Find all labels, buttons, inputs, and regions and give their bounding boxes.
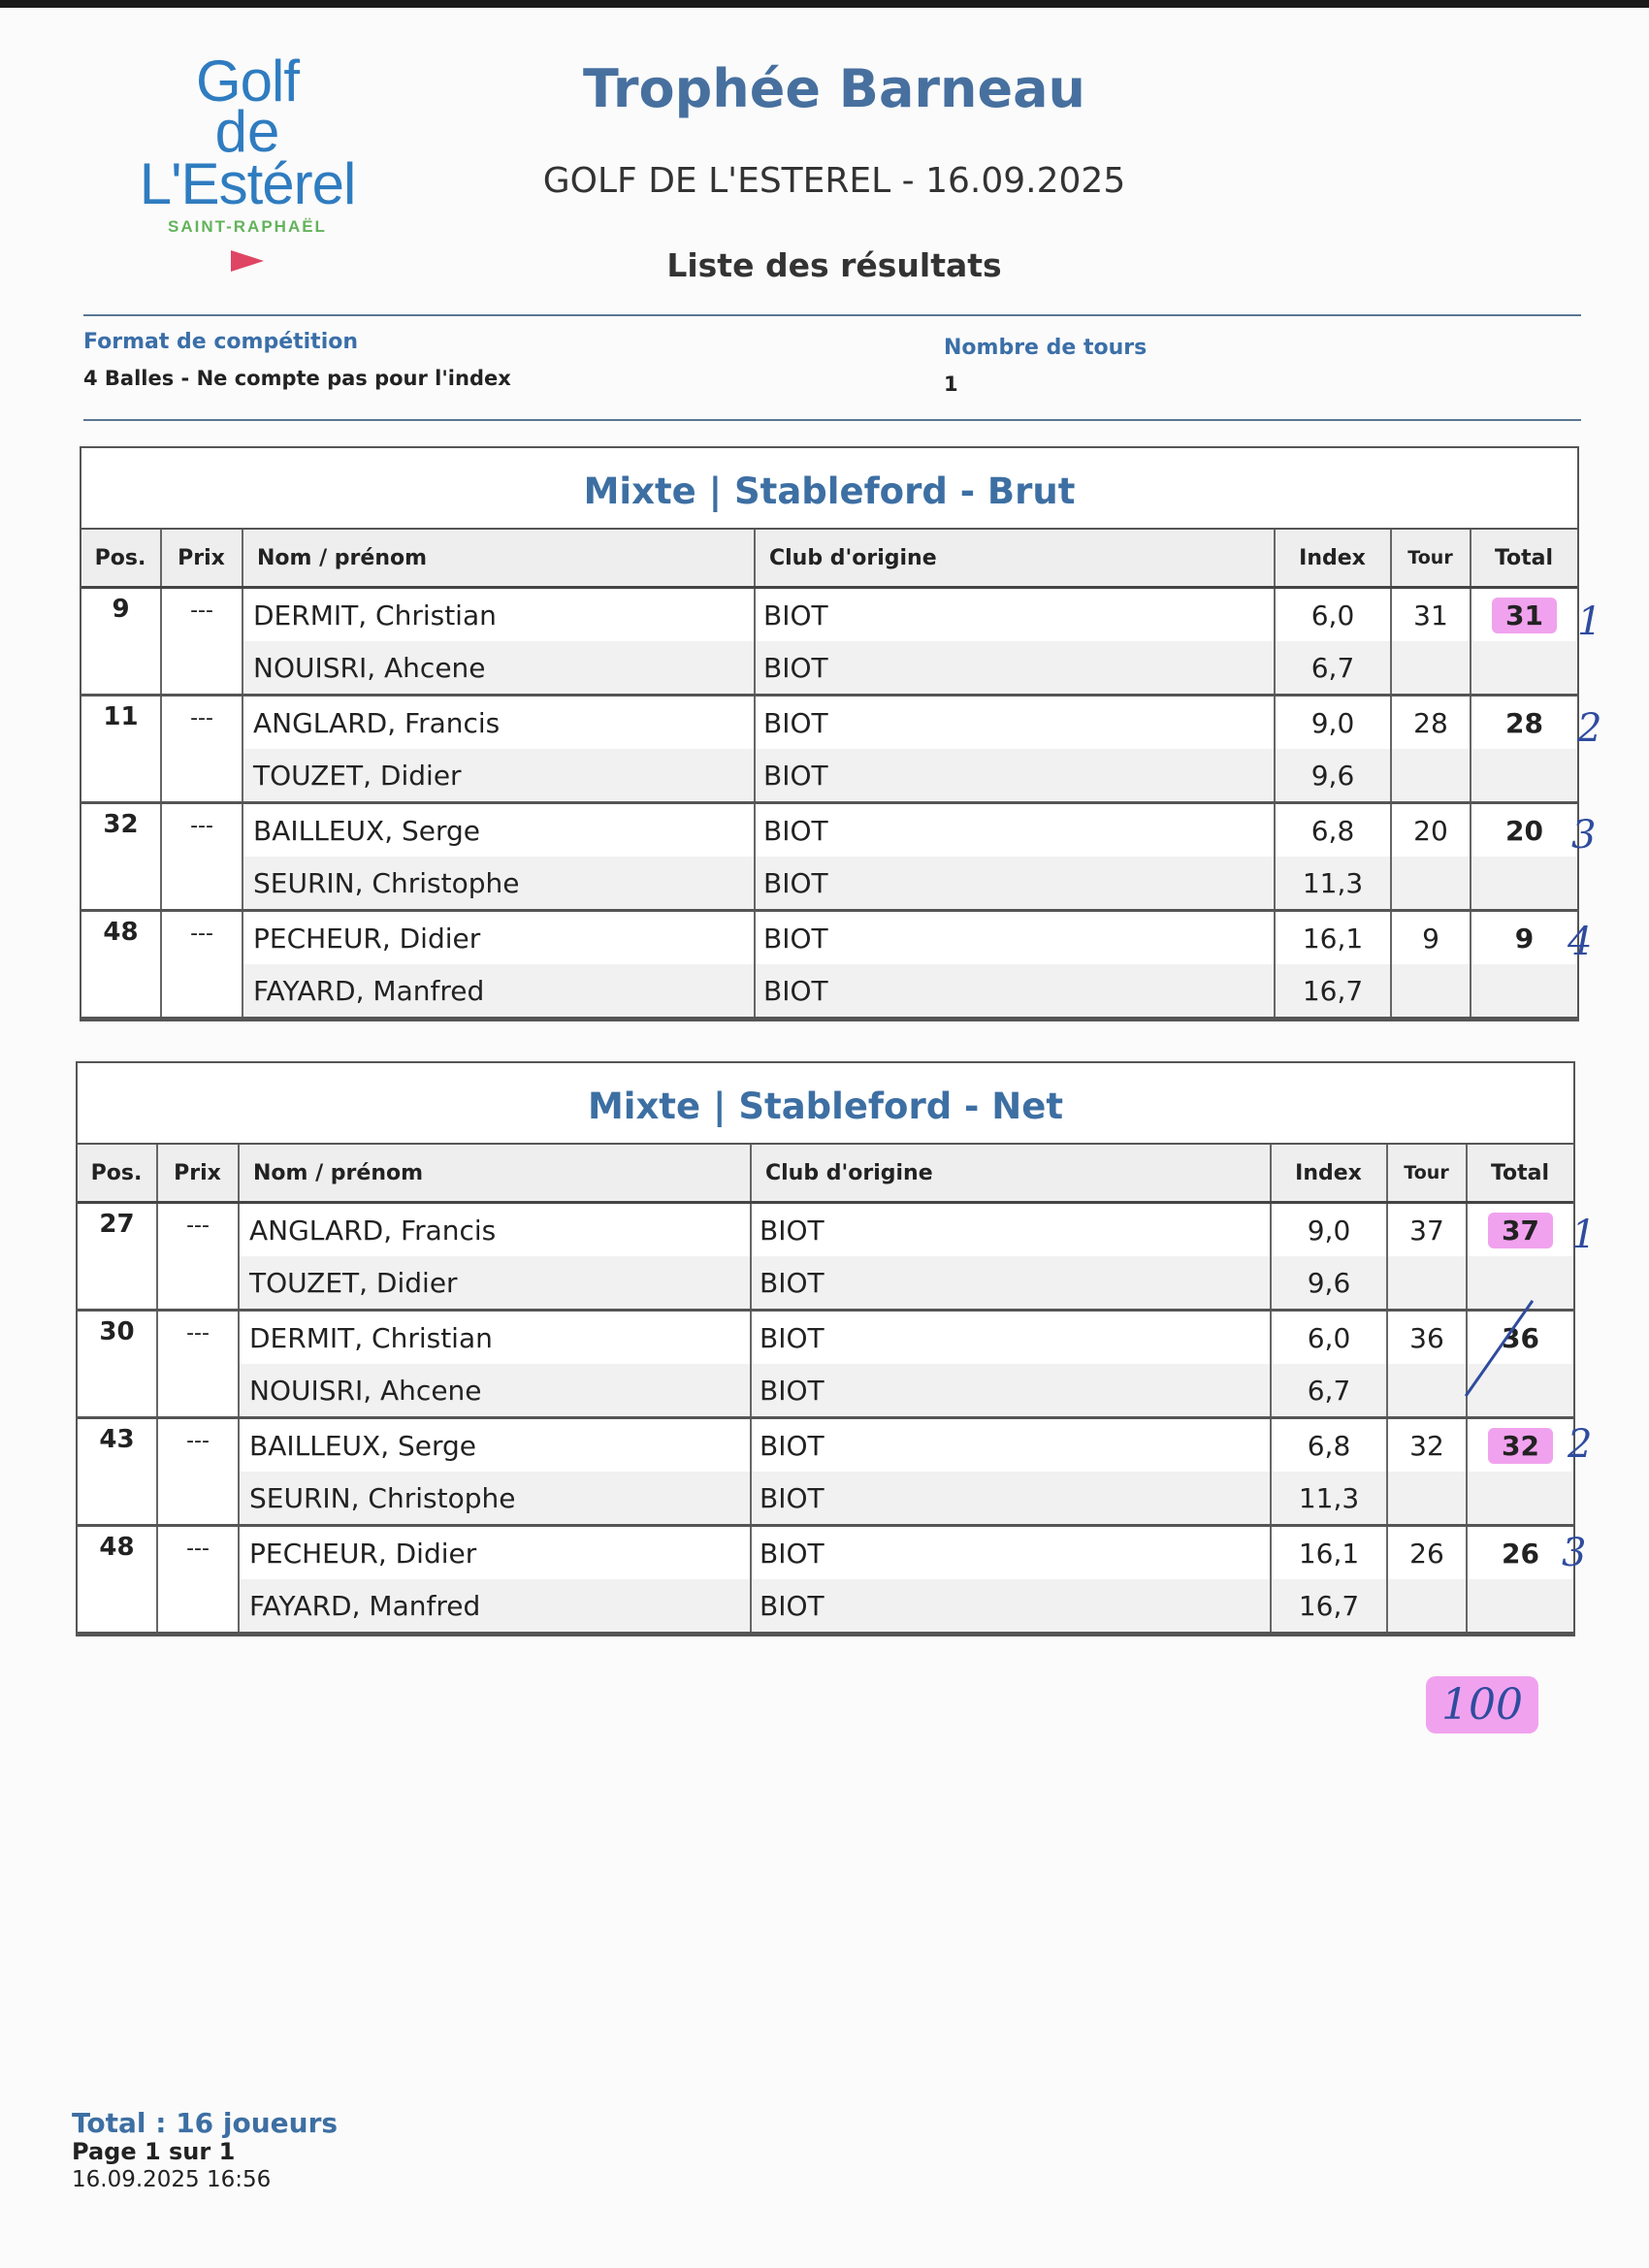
player-name: SEURIN, Christophe <box>242 857 755 911</box>
club-cell: BIOT <box>755 588 1275 642</box>
tour-cell: 20 <box>1391 803 1471 858</box>
total-cell <box>1471 911 1577 965</box>
club-cell: BIOT <box>751 1256 1271 1311</box>
prix-cell: --- <box>157 1203 239 1311</box>
page-subtitle: GOLF DE L'ESTEREL - 16.09.2025 <box>542 161 1126 201</box>
table-row <box>81 749 1577 803</box>
tour-cell <box>1387 1472 1467 1526</box>
tours-label: Nombre de tours <box>944 336 1148 360</box>
col-index: Index <box>1275 530 1391 588</box>
table-row <box>81 641 1577 696</box>
club-cell: BIOT <box>751 1311 1271 1365</box>
table-row <box>81 588 1577 642</box>
col-nom: Nom / prénom <box>242 530 755 588</box>
col-prix: Prix <box>157 1145 239 1203</box>
scan-edge <box>0 0 1649 8</box>
club-cell: BIOT <box>751 1472 1271 1526</box>
tour-cell <box>1391 641 1471 696</box>
index-cell: 6,7 <box>1275 641 1391 696</box>
tour-cell <box>1387 1364 1467 1418</box>
tours-value: 1 <box>944 373 958 396</box>
total-cell <box>1467 1203 1573 1257</box>
tour-cell <box>1387 1579 1467 1634</box>
golf-logo <box>136 49 359 272</box>
table-row <box>78 1364 1573 1418</box>
table-row <box>78 1526 1573 1580</box>
total-value: 20 <box>1505 814 1543 847</box>
total-value: 26 <box>1502 1537 1539 1570</box>
total-cell <box>1471 964 1577 1019</box>
handwritten-rank: 2 <box>1577 706 1602 751</box>
format-value: 4 Balles - Ne compte pas pour l'index <box>83 367 511 390</box>
list-title: Liste des résultats <box>666 246 1002 284</box>
total-value: 9 <box>1514 922 1535 955</box>
table-title: Mixte | Stableford - Net <box>78 1063 1573 1145</box>
index-cell: 6,7 <box>1271 1364 1387 1418</box>
table-row <box>78 1256 1573 1311</box>
tour-cell: 28 <box>1391 696 1471 750</box>
logo-subtitle: SAINT-RAPHAËL <box>168 217 327 236</box>
club-cell: BIOT <box>751 1364 1271 1418</box>
prix-cell: --- <box>157 1418 239 1526</box>
handwritten-total: 100 <box>1426 1676 1538 1733</box>
pos-cell: 32 <box>81 803 161 911</box>
index-cell: 9,6 <box>1275 749 1391 803</box>
handwritten-rank: 3 <box>1571 813 1597 858</box>
table-row <box>78 1311 1573 1365</box>
divider <box>83 314 1581 316</box>
prix-cell: --- <box>157 1311 239 1418</box>
total-cell <box>1471 803 1577 858</box>
col-tour: Tour <box>1387 1145 1467 1203</box>
col-club: Club d'origine <box>751 1145 1271 1203</box>
index-cell: 6,8 <box>1271 1418 1387 1473</box>
total-cell <box>1471 641 1577 696</box>
player-name: FAYARD, Manfred <box>242 964 755 1019</box>
table-row <box>81 964 1577 1019</box>
table-row <box>81 857 1577 911</box>
table-row <box>78 1472 1573 1526</box>
club-cell: BIOT <box>755 696 1275 750</box>
total-cell <box>1471 857 1577 911</box>
club-cell: BIOT <box>755 803 1275 858</box>
index-cell: 16,1 <box>1275 911 1391 965</box>
results-table-net <box>76 1061 1575 1636</box>
player-name: PECHEUR, Didier <box>242 911 755 965</box>
player-name: DERMIT, Christian <box>242 588 755 642</box>
handwritten-rank: 1 <box>1571 1213 1597 1257</box>
highlight-mark <box>1488 1428 1553 1464</box>
col-prix: Prix <box>161 530 242 588</box>
pos-cell: 48 <box>78 1526 157 1634</box>
logo-line-2: de <box>214 99 280 164</box>
prix-cell: --- <box>161 803 242 911</box>
highlight-mark <box>1492 598 1557 633</box>
index-cell: 9,6 <box>1271 1256 1387 1311</box>
col-total: Total <box>1467 1145 1573 1203</box>
col-nom: Nom / prénom <box>239 1145 751 1203</box>
col-club: Club d'origine <box>755 530 1275 588</box>
col-pos: Pos. <box>78 1145 157 1203</box>
prix-cell: --- <box>161 911 242 1019</box>
pos-cell: 27 <box>78 1203 157 1311</box>
tour-cell <box>1391 749 1471 803</box>
pos-cell: 43 <box>78 1418 157 1526</box>
club-cell: BIOT <box>751 1418 1271 1473</box>
table-row <box>78 1203 1573 1257</box>
player-name: BAILLEUX, Serge <box>242 803 755 858</box>
player-name: FAYARD, Manfred <box>239 1579 751 1634</box>
index-cell: 6,0 <box>1275 588 1391 642</box>
tour-cell: 26 <box>1387 1526 1467 1580</box>
club-cell: BIOT <box>755 857 1275 911</box>
total-cell <box>1471 749 1577 803</box>
club-cell: BIOT <box>755 964 1275 1019</box>
flag-icon <box>231 250 264 272</box>
total-cell <box>1467 1472 1573 1526</box>
results-table <box>81 530 1577 1020</box>
total-value: 36 <box>1502 1321 1539 1354</box>
handwritten-rank: 3 <box>1562 1531 1587 1575</box>
divider <box>83 419 1581 421</box>
club-cell: BIOT <box>755 749 1275 803</box>
index-cell: 16,7 <box>1271 1579 1387 1634</box>
table-row <box>78 1418 1573 1473</box>
index-cell: 16,7 <box>1275 964 1391 1019</box>
player-name: NOUISRI, Ahcene <box>239 1364 751 1418</box>
highlight-mark <box>1488 1213 1553 1248</box>
player-name: ANGLARD, Francis <box>239 1203 751 1257</box>
total-cell <box>1467 1579 1573 1634</box>
player-name: BAILLEUX, Serge <box>239 1418 751 1473</box>
logo-line-3: L'Estérel <box>139 151 356 216</box>
player-name: DERMIT, Christian <box>239 1311 751 1365</box>
table-row <box>81 803 1577 858</box>
tour-cell: 32 <box>1387 1418 1467 1473</box>
tour-cell: 31 <box>1391 588 1471 642</box>
col-index: Index <box>1271 1145 1387 1203</box>
club-cell: BIOT <box>755 641 1275 696</box>
prix-cell: --- <box>161 588 242 696</box>
index-cell: 9,0 <box>1271 1203 1387 1257</box>
handwritten-rank: 1 <box>1577 599 1602 644</box>
handwritten-rank: 2 <box>1568 1422 1593 1467</box>
index-cell: 11,3 <box>1275 857 1391 911</box>
col-pos: Pos. <box>81 530 161 588</box>
player-name: TOUZET, Didier <box>239 1256 751 1311</box>
index-cell: 11,3 <box>1271 1472 1387 1526</box>
prix-cell: --- <box>157 1526 239 1634</box>
total-cell <box>1467 1526 1573 1580</box>
player-name: TOUZET, Didier <box>242 749 755 803</box>
club-cell: BIOT <box>755 911 1275 965</box>
footer-date: 16.09.2025 16:56 <box>72 2167 272 2192</box>
footer-total: Total : 16 joueurs <box>72 2107 339 2139</box>
table-title: Mixte | Stableford - Brut <box>81 448 1577 530</box>
tour-cell: 36 <box>1387 1311 1467 1365</box>
index-cell: 6,0 <box>1271 1311 1387 1365</box>
total-cell <box>1467 1418 1573 1473</box>
table-row <box>81 696 1577 750</box>
player-name: PECHEUR, Didier <box>239 1526 751 1580</box>
tour-cell: 9 <box>1391 911 1471 965</box>
pos-cell: 30 <box>78 1311 157 1418</box>
pos-cell: 48 <box>81 911 161 1019</box>
total-value: 31 <box>1505 599 1543 632</box>
handwritten-rank: 4 <box>1568 920 1593 964</box>
tour-cell <box>1391 964 1471 1019</box>
prix-cell: --- <box>161 696 242 803</box>
total-value: 32 <box>1502 1429 1539 1462</box>
header-row <box>78 1145 1573 1203</box>
header-row <box>81 530 1577 588</box>
results-table-brut <box>80 446 1579 1021</box>
index-cell: 6,8 <box>1275 803 1391 858</box>
tour-cell: 37 <box>1387 1203 1467 1257</box>
results-table <box>78 1145 1573 1635</box>
col-tour: Tour <box>1391 530 1471 588</box>
total-value: 28 <box>1505 706 1543 739</box>
index-cell: 16,1 <box>1271 1526 1387 1580</box>
tour-cell <box>1387 1256 1467 1311</box>
club-cell: BIOT <box>751 1526 1271 1580</box>
player-name: NOUISRI, Ahcene <box>242 641 755 696</box>
player-name: ANGLARD, Francis <box>242 696 755 750</box>
format-label: Format de compétition <box>83 330 359 354</box>
pos-cell: 9 <box>81 588 161 696</box>
total-cell <box>1471 696 1577 750</box>
table-row <box>78 1579 1573 1634</box>
club-cell: BIOT <box>751 1579 1271 1634</box>
club-cell: BIOT <box>751 1203 1271 1257</box>
table-row <box>81 911 1577 965</box>
footer-page: Page 1 sur 1 <box>72 2138 236 2165</box>
logo-line-1: Golf <box>195 49 300 113</box>
total-cell <box>1467 1256 1573 1311</box>
tour-cell <box>1391 857 1471 911</box>
col-total: Total <box>1471 530 1577 588</box>
total-value: 37 <box>1502 1214 1539 1247</box>
player-name: SEURIN, Christophe <box>239 1472 751 1526</box>
pos-cell: 11 <box>81 696 161 803</box>
index-cell: 9,0 <box>1275 696 1391 750</box>
total-cell <box>1471 588 1577 642</box>
page-title: Trophée Barneau <box>583 58 1085 119</box>
